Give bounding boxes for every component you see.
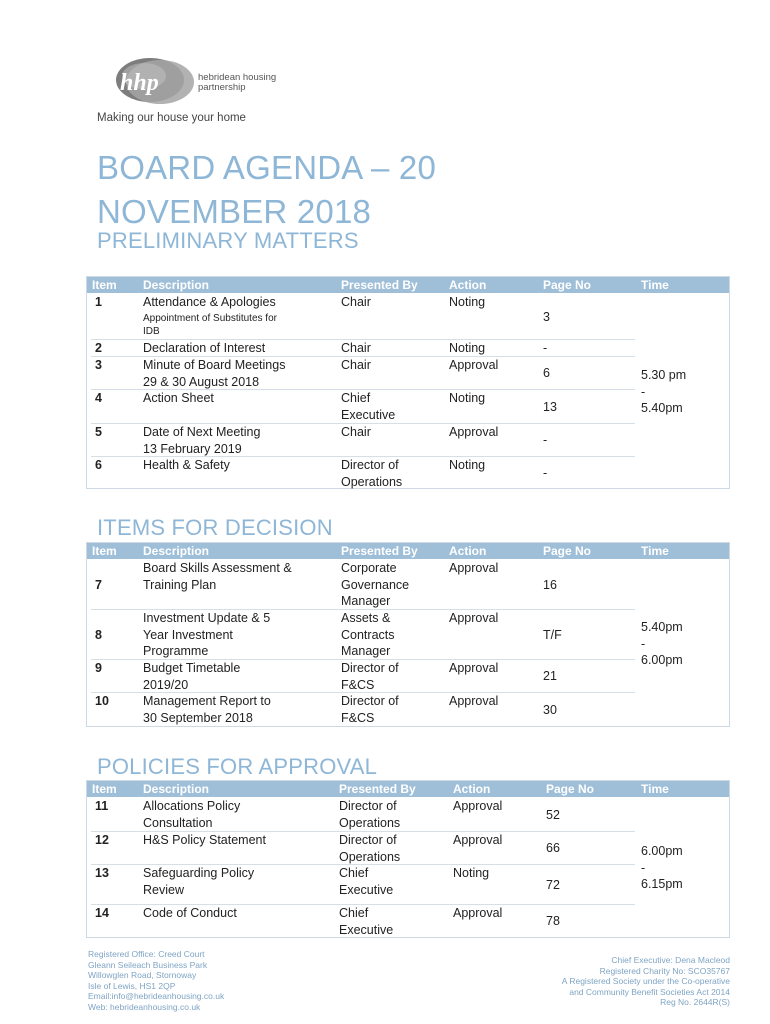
item-description: 2019/20 bbox=[143, 677, 189, 692]
item-presenter: Chair bbox=[341, 341, 371, 355]
item-presenter: Corporate bbox=[341, 561, 397, 575]
footer-registered-office bbox=[88, 949, 224, 1012]
svg-text:partnership: partnership bbox=[198, 82, 246, 93]
row-divider bbox=[91, 692, 635, 693]
footer-charity-info bbox=[562, 955, 730, 1008]
item-action: Approval bbox=[449, 561, 499, 575]
page-title bbox=[97, 146, 577, 234]
item-action: Approval bbox=[449, 694, 499, 708]
item-presenter: Assets & bbox=[341, 611, 391, 625]
footer-left-line: Isle of Lewis, HS1 2QP bbox=[88, 980, 176, 991]
item-page-number: 21 bbox=[543, 669, 557, 683]
item-action: Approval bbox=[453, 833, 503, 847]
row-divider bbox=[91, 864, 635, 865]
item-description: H&S Policy Statement bbox=[143, 833, 266, 847]
item-description: Year Investment bbox=[143, 627, 233, 642]
header-time: Time bbox=[641, 544, 669, 558]
item-presenter: Manager bbox=[341, 594, 391, 608]
item-description: Health & Safety bbox=[143, 458, 230, 472]
item-action: Approval bbox=[449, 661, 499, 675]
row-divider bbox=[91, 339, 635, 340]
section-title-policies: POLICIES FOR APPROVAL bbox=[97, 754, 378, 779]
item-number: 13 bbox=[95, 866, 109, 880]
footer-right-line: Chief Executive: Dena Macleod bbox=[611, 955, 730, 965]
header-description: Description bbox=[143, 278, 210, 292]
footer-left-line: Email:info@hebrideanhousing.co.uk bbox=[88, 991, 225, 1001]
header-time: Time bbox=[641, 782, 669, 796]
item-page-number: - bbox=[543, 341, 548, 355]
item-page-number: 13 bbox=[543, 400, 557, 414]
item-sub-description: Appointment of Substitutes for bbox=[143, 312, 277, 324]
header-item: Item bbox=[92, 278, 117, 292]
item-presenter: Director of bbox=[341, 458, 399, 472]
time-slot-line: 5.40pm bbox=[641, 401, 683, 415]
item-action: Approval bbox=[449, 611, 499, 625]
header-page-no: Page No bbox=[543, 544, 592, 558]
item-page-number: 78 bbox=[546, 914, 560, 928]
title-line-1: BOARD AGENDA – 20 bbox=[97, 149, 437, 186]
item-action: Noting bbox=[449, 295, 486, 309]
row-divider bbox=[91, 423, 635, 424]
item-description: Board Skills Assessment & bbox=[143, 561, 292, 575]
time-slot-line: - bbox=[641, 636, 646, 651]
item-description: Attendance & Apologies bbox=[143, 295, 276, 309]
footer-left-line: Web: hebrideanhousing.co.uk bbox=[88, 1001, 201, 1012]
footer-right-line: and Community Benefit Societies Act 2014 bbox=[569, 986, 730, 997]
footer-left-line: Willowglen Road, Stornoway bbox=[88, 970, 197, 980]
item-description: Safeguarding Policy bbox=[143, 866, 255, 880]
item-description: 30 September 2018 bbox=[143, 710, 253, 725]
table-header-row bbox=[87, 277, 729, 293]
time-slot-line: 6.00pm bbox=[641, 844, 683, 858]
header-page-no: Page No bbox=[543, 278, 592, 292]
item-number: 7 bbox=[95, 577, 102, 592]
item-presenter: Operations bbox=[339, 815, 401, 830]
section-title-preliminary: PRELIMINARY MATTERS bbox=[97, 228, 359, 253]
item-presenter: F&CS bbox=[341, 710, 375, 725]
header-action: Action bbox=[449, 544, 487, 558]
item-number: 1 bbox=[95, 295, 102, 309]
footer-left-line: Gleann Seileach Business Park bbox=[88, 959, 208, 970]
time-slot bbox=[641, 843, 683, 893]
item-number: 10 bbox=[95, 694, 109, 708]
row-divider bbox=[91, 456, 635, 457]
item-description: Programme bbox=[143, 644, 209, 658]
item-presenter: Director of bbox=[339, 799, 397, 813]
item-number: 11 bbox=[95, 799, 109, 813]
item-presenter: Executive bbox=[341, 407, 396, 422]
item-presenter: Executive bbox=[339, 922, 394, 937]
item-description: Training Plan bbox=[143, 577, 217, 592]
item-presenter: Contracts bbox=[341, 627, 395, 642]
item-number: 9 bbox=[95, 661, 102, 675]
item-presenter: Manager bbox=[341, 644, 391, 658]
item-description: Date of Next Meeting bbox=[143, 425, 261, 439]
item-presenter: Operations bbox=[339, 849, 401, 864]
table-header-row bbox=[87, 543, 729, 559]
time-slot-line: 6.00pm bbox=[641, 653, 683, 667]
time-slot-line: 5.40pm bbox=[641, 620, 683, 634]
header-page-no: Page No bbox=[546, 782, 595, 796]
item-presenter: Governance bbox=[341, 577, 410, 592]
footer-left-line: Registered Office: Creed Court bbox=[88, 949, 205, 959]
policies-for-approval-table bbox=[86, 780, 730, 938]
item-number: 5 bbox=[95, 425, 102, 439]
row-divider bbox=[91, 904, 635, 905]
time-slot bbox=[641, 619, 683, 669]
header-description: Description bbox=[143, 544, 210, 558]
item-action: Approval bbox=[449, 358, 499, 372]
item-description: 29 & 30 August 2018 bbox=[143, 374, 260, 389]
item-presenter: Director of bbox=[339, 833, 397, 847]
header-action: Action bbox=[449, 278, 487, 292]
item-description: Allocations Policy bbox=[143, 799, 241, 813]
item-description: Review bbox=[143, 882, 184, 897]
item-action: Approval bbox=[453, 799, 503, 813]
item-presenter: Chief bbox=[339, 906, 369, 920]
row-divider bbox=[91, 389, 635, 390]
item-presenter: Chief bbox=[341, 391, 371, 405]
item-sub-description: IDB bbox=[143, 325, 160, 337]
item-action: Noting bbox=[449, 458, 486, 472]
item-presenter: Executive bbox=[339, 882, 394, 897]
item-number: 3 bbox=[95, 358, 102, 372]
time-slot-line: 6.15pm bbox=[641, 877, 683, 891]
header-time: Time bbox=[641, 278, 669, 292]
item-number: 6 bbox=[95, 458, 102, 472]
header-presented-by: Presented By bbox=[339, 782, 416, 796]
row-divider bbox=[91, 659, 635, 660]
item-page-number: 52 bbox=[546, 808, 560, 822]
tagline: Making our house your home bbox=[97, 112, 246, 124]
item-description: Investment Update & 5 bbox=[143, 611, 271, 625]
row-divider bbox=[91, 609, 635, 610]
hhp-logo bbox=[108, 52, 298, 112]
item-presenter: Director of bbox=[341, 661, 399, 675]
header-item: Item bbox=[92, 544, 117, 558]
header-item: Item bbox=[92, 782, 117, 796]
item-number: 8 bbox=[95, 627, 102, 642]
item-action: Approval bbox=[449, 425, 499, 439]
item-number: 4 bbox=[95, 391, 102, 405]
item-description: Declaration of Interest bbox=[143, 341, 266, 355]
item-action: Noting bbox=[449, 341, 486, 355]
footer-right-line: A Registered Society under the Co-operative bbox=[561, 976, 730, 986]
item-presenter: Chair bbox=[341, 358, 371, 372]
item-page-number: - bbox=[543, 433, 548, 447]
item-presenter: Chief bbox=[339, 866, 369, 880]
item-description: Code of Conduct bbox=[143, 906, 237, 920]
svg-text:hhp: hhp bbox=[120, 70, 159, 96]
item-description: Minute of Board Meetings bbox=[143, 358, 286, 372]
row-divider bbox=[91, 356, 635, 357]
svg-text:hebridean housing: hebridean housing bbox=[198, 72, 277, 83]
time-slot-line: 5.30 pm bbox=[641, 368, 687, 382]
item-presenter: Chair bbox=[341, 295, 371, 309]
item-presenter: Operations bbox=[341, 474, 403, 489]
item-description: Budget Timetable bbox=[143, 661, 241, 675]
header-description: Description bbox=[143, 782, 210, 796]
item-page-number: 6 bbox=[543, 366, 550, 380]
row-divider bbox=[91, 831, 635, 832]
item-action: Approval bbox=[453, 906, 503, 920]
item-number: 2 bbox=[95, 341, 102, 355]
preliminary-matters-table bbox=[86, 276, 730, 489]
title-line-2: NOVEMBER 2018 bbox=[97, 193, 372, 230]
item-presenter: Director of bbox=[341, 694, 399, 708]
footer-right-line: Registered Charity No: SCO35767 bbox=[599, 965, 730, 976]
item-number: 14 bbox=[95, 906, 109, 920]
item-page-number: 3 bbox=[543, 310, 550, 324]
footer-right-line: Reg No. 2644R(S) bbox=[660, 997, 730, 1007]
time-slot-line: - bbox=[641, 384, 646, 399]
section-title-decision: ITEMS FOR DECISION bbox=[97, 515, 333, 540]
item-page-number: - bbox=[543, 466, 548, 480]
item-action: Noting bbox=[449, 391, 486, 405]
item-page-number: 30 bbox=[543, 703, 557, 717]
item-description: Management Report to bbox=[143, 694, 271, 708]
item-presenter: F&CS bbox=[341, 677, 375, 692]
table-header-row bbox=[87, 781, 729, 797]
header-action: Action bbox=[453, 782, 491, 796]
header-presented-by: Presented By bbox=[341, 544, 418, 558]
item-page-number: T/F bbox=[543, 628, 562, 642]
item-page-number: 66 bbox=[546, 841, 560, 855]
header-presented-by: Presented By bbox=[341, 278, 418, 292]
item-page-number: 16 bbox=[543, 578, 557, 592]
item-action: Noting bbox=[453, 866, 490, 880]
item-description: 13 February 2019 bbox=[143, 441, 242, 456]
item-number: 12 bbox=[95, 833, 109, 847]
item-presenter: Chair bbox=[341, 425, 371, 439]
time-slot bbox=[641, 367, 686, 417]
item-page-number: 72 bbox=[546, 878, 560, 892]
item-description: Consultation bbox=[143, 815, 213, 830]
items-for-decision-table bbox=[86, 542, 730, 727]
item-description: Action Sheet bbox=[143, 391, 214, 405]
time-slot-line: - bbox=[641, 860, 646, 875]
